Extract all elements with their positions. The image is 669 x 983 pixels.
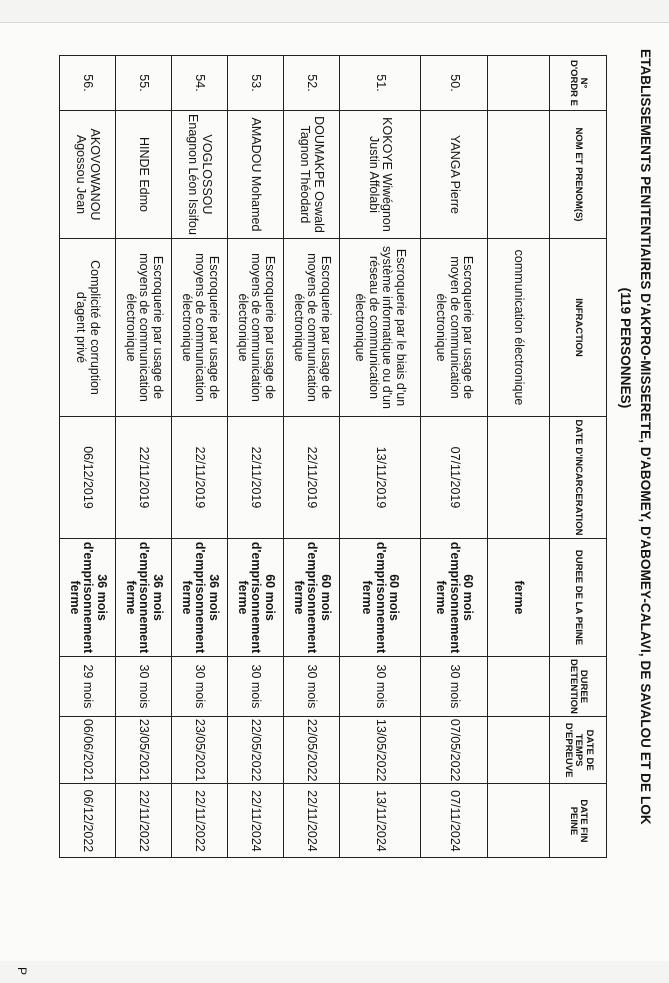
cell-duree-peine: 60 mois d'emprisonnement ferme (228, 539, 284, 657)
cell-duree-detention: 30 mois (172, 657, 228, 717)
table-row (228, 56, 284, 858)
cell-date-fin-peine: 07/11/2024 (421, 784, 488, 858)
cell-date-fin-peine: 06/12/2022 (60, 784, 116, 858)
cell-date-temps-epreuve: 23/05/2021 (172, 716, 228, 784)
cell-duree-peine: 60 mois d'emprisonnement ferme (421, 539, 488, 657)
cell-date-incarceration: 07/11/2019 (421, 417, 488, 539)
cell-infraction: Escroquerie par usage de moyens de communication électronique (116, 239, 172, 417)
cell-date-fin-peine: 22/11/2024 (228, 784, 284, 858)
cell-duree-detention: 30 mois (228, 657, 284, 717)
cell-name: VOGLOSSOU Enagnon Léon Issifou (172, 111, 228, 239)
cell-num: 52. (284, 56, 340, 111)
cell-date-incarceration: 22/11/2019 (228, 417, 284, 539)
cell-duree-peine: ferme (488, 539, 550, 657)
cell-name: DOUMAKPE Oswald Tagnon Théodard (284, 111, 340, 239)
cell-date-fin-peine: 22/11/2022 (116, 784, 172, 858)
cell-num: 51. (340, 56, 421, 111)
cell-date-fin-peine: 22/11/2024 (284, 784, 340, 858)
table-row (60, 56, 116, 858)
table-row (340, 56, 421, 858)
cell-date-temps-epreuve: 23/05/2021 (116, 716, 172, 784)
cell-infraction: Escroquerie par usage de moyens de communication électronique (284, 239, 340, 417)
cell-duree-detention: 30 mois (340, 657, 421, 717)
table-row (116, 56, 172, 858)
cell-date-incarceration: 22/11/2019 (116, 417, 172, 539)
cell-duree-peine: 36 mois d'emprisonnement ferme (116, 539, 172, 657)
header-infraction: INFRACTION (550, 239, 607, 417)
document-page (0, 22, 669, 976)
header-num: N° D'ORDR E (550, 56, 607, 111)
cell-date-temps-epreuve: 07/05/2022 (421, 716, 488, 784)
cell-infraction: Escroquerie par usage de moyens de communication électronique (228, 239, 284, 417)
cell-duree-detention: 30 mois (284, 657, 340, 717)
header-duree-detention: DUREE DETENTION (550, 657, 607, 717)
cell-num: 54. (172, 56, 228, 111)
header-date-fin-peine: DATE FIN PEINE (550, 784, 607, 858)
cell-infraction: Complicité de corruption d'agent privé (60, 239, 116, 417)
table-row-continued (488, 56, 550, 858)
cell-infraction: communication électronique (488, 239, 550, 417)
table-row (284, 56, 340, 858)
cell-date-temps-epreuve: 06/06/2021 (60, 716, 116, 784)
table-header-row (550, 56, 607, 858)
cell-date-temps-epreuve: 13/05/2022 (340, 716, 421, 784)
cell-date-temps-epreuve: 22/05/2022 (228, 716, 284, 784)
cell-name: AKOVOWANOU Agossou Jean (60, 111, 116, 239)
cell-duree-detention: 30 mois (421, 657, 488, 717)
header-name: NOM ET PRENOM(S) (550, 111, 607, 239)
cell-infraction: Escroquerie par le biais d'un système informatique ou d'un réseau de communication électronique (340, 239, 421, 417)
cell-num: 50. (421, 56, 488, 111)
page-marker: P (15, 967, 29, 976)
cell-date-fin-peine: 13/11/2024 (340, 784, 421, 858)
cell-date-incarceration: 22/11/2019 (284, 417, 340, 539)
cell-name: KOKOYE Wiwégnon Justin Affolabi (340, 111, 421, 239)
rotated-document (0, 23, 669, 983)
header-date-temps-epreuve: DATE DE TEMPS D'EPREUVE (550, 716, 607, 784)
header-duree-peine: DUREE DE LA PEINE (550, 539, 607, 657)
cell-duree-peine: 60 mois d'emprisonnement ferme (340, 539, 421, 657)
cell-duree-detention: 30 mois (116, 657, 172, 717)
cell-duree-peine: 36 mois d'emprisonnement ferme (60, 539, 116, 657)
header-date-incarceration: DATE D'INCARCERATION (550, 417, 607, 539)
cell-num: 53. (228, 56, 284, 111)
cell-date-fin-peine: 22/11/2022 (172, 784, 228, 858)
detainee-table (59, 55, 607, 858)
cell-num: 56. (60, 56, 116, 111)
cell-duree-detention: 29 mois (60, 657, 116, 717)
cell-date-incarceration: 06/12/2019 (60, 417, 116, 539)
cell-date-incarceration: 13/11/2019 (340, 417, 421, 539)
table-row (172, 56, 228, 858)
title-line-1: ETABLISSEMENTS PENITENTIAIRES D'AKPRO-MISSERETE, D'ABOMEY, D'ABOMEY-CALAVI, DE SAVALOU ET DE LOK (638, 49, 653, 825)
cell-duree-peine: 60 mois d'emprisonnement ferme (284, 539, 340, 657)
cell-date-temps-epreuve: 22/05/2022 (284, 716, 340, 784)
cell-infraction: Escroquerie par usage de moyen de communication électronique (421, 239, 488, 417)
cell-name: AMADOU Mohamed (228, 111, 284, 239)
title-line-2: (119 PERSONNES) (618, 287, 633, 409)
cell-infraction: Escroquerie par usage de moyens de communication électronique (172, 239, 228, 417)
cell-duree-peine: 36 mois d'emprisonnement ferme (172, 539, 228, 657)
table-row (421, 56, 488, 858)
cell-num: 55. (116, 56, 172, 111)
cell-name: HINDE Edmo (116, 111, 172, 239)
cell-date-incarceration: 22/11/2019 (172, 417, 228, 539)
cell-name: YANGA Pierre (421, 111, 488, 239)
